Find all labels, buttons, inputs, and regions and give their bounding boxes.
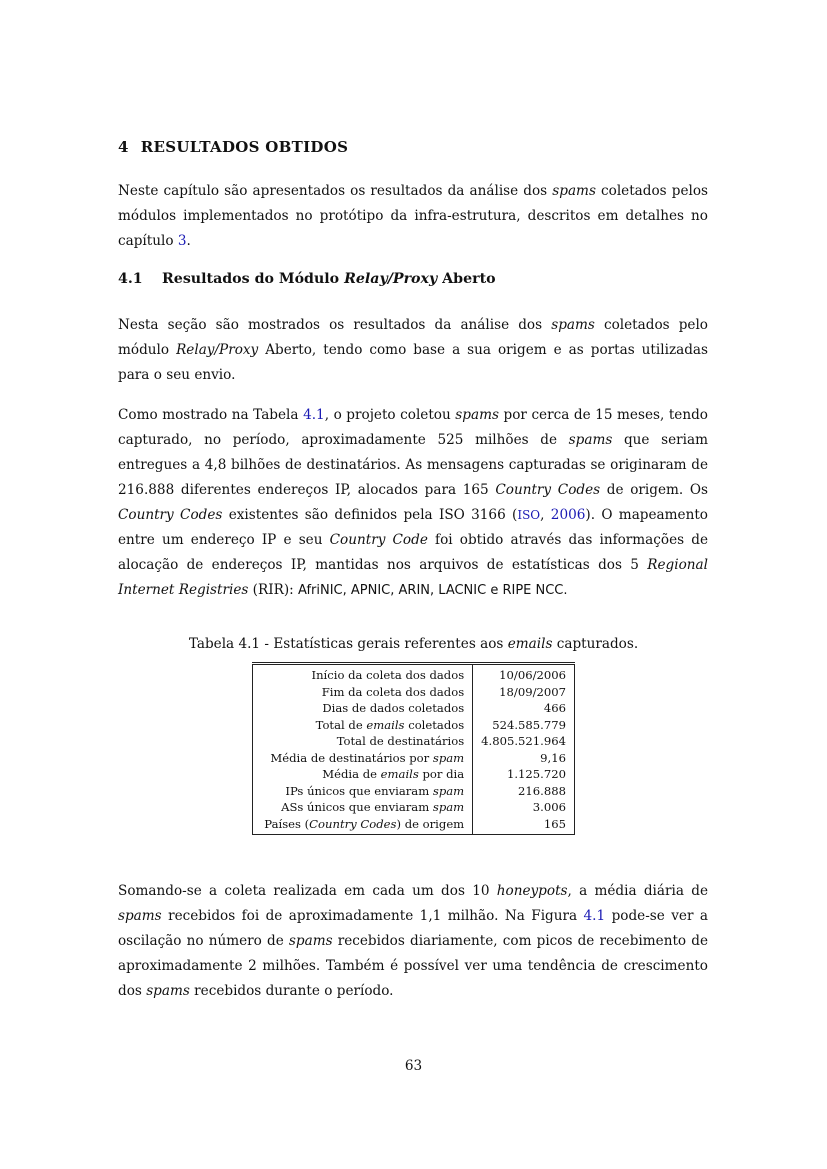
italic-term: Relay/Proxy <box>176 342 259 358</box>
italic-term: spams <box>288 933 333 949</box>
text-span: , o projeto coletou <box>324 407 456 423</box>
label-text: Dias de dados coletados <box>322 701 465 715</box>
caption-text: Tabela 4.1 - Estatísticas gerais referentes aos <box>188 636 508 652</box>
table-cell-value: 18/09/2007 <box>473 684 575 701</box>
label-italic: spam <box>432 783 465 798</box>
table-row <box>253 799 575 816</box>
text-span: . <box>186 233 191 249</box>
italic-term: spams <box>146 983 190 999</box>
text-span: Somando-se a coleta realizada em cada um dos 10 <box>118 883 497 899</box>
table-row <box>253 783 575 800</box>
italic-term: Country Codes <box>118 507 223 523</box>
text-span: existentes são definidos pela ISO 3166 ( <box>222 507 518 523</box>
label-text: ) de origem <box>396 816 465 831</box>
label-text: Países ( <box>264 816 310 831</box>
table-cell-label <box>253 733 473 750</box>
section-heading <box>118 271 708 287</box>
text-span: foi obtido através das informações de alocação de endereços IP, mantidas nos arquivos de estatísticas dos 5 <box>118 532 709 573</box>
italic-term: spams <box>552 183 596 199</box>
text-span: , <box>540 507 551 523</box>
citation-year-link[interactable]: 2006 <box>550 507 586 523</box>
italic-term: Country Code <box>329 532 428 548</box>
label-text: Fim da coleta dos dados <box>321 684 465 699</box>
table-row <box>253 684 575 701</box>
label-italic: spam <box>432 800 465 814</box>
table-cell-label <box>253 816 473 835</box>
statistics-table <box>252 662 575 835</box>
text-span: coletados pelo módulo <box>118 317 708 358</box>
table-row <box>253 766 575 783</box>
text-span: pode-se ver a oscilação no número de <box>118 908 708 949</box>
daily-average-paragraph <box>118 879 708 1004</box>
text-span: Como mostrado na Tabela <box>118 407 304 423</box>
table-reference-link[interactable]: 4.1 <box>303 407 325 423</box>
table-row <box>253 750 575 767</box>
table-cell-value: 466 <box>473 700 575 717</box>
collection-summary-paragraph <box>118 403 708 603</box>
figure-reference-link[interactable]: 4.1 <box>583 908 606 924</box>
table-cell-value: 1.125.720 <box>473 766 575 783</box>
italic-term: honeypots <box>496 883 568 899</box>
section-title-text: Resultados do Módulo <box>162 271 345 287</box>
table-cell-label <box>253 717 473 734</box>
table-row <box>253 816 575 835</box>
intro-paragraph <box>118 179 708 254</box>
label-text: IPs únicos que enviaram <box>285 783 433 798</box>
text-span: recebidos durante o período. <box>189 983 394 999</box>
table-cell-value: 165 <box>473 816 575 835</box>
italic-term: Country Codes <box>495 482 601 498</box>
table-cell-value: 4.805.521.964 <box>473 733 575 750</box>
label-text: Total de <box>315 717 367 732</box>
label-text: ASs únicos que enviaram <box>281 800 433 814</box>
label-text: Média de <box>322 767 381 781</box>
text-span: recebidos foi de aproximadamente 1,1 milhão. Na Figura <box>161 908 584 924</box>
label-italic: emails <box>380 767 419 781</box>
table-cell-value: 9,16 <box>473 750 575 767</box>
label-text: Início da coleta dos dados <box>311 668 465 682</box>
table-cell-value: 10/06/2006 <box>473 665 575 684</box>
text-span: ). O mapeamento entre um endereço IP e seu <box>118 507 708 548</box>
table-cell-label <box>253 783 473 800</box>
label-text: por dia <box>418 767 465 781</box>
label-text: Média de destinatários por <box>270 750 433 765</box>
table-cell-value: 524.585.779 <box>473 717 575 734</box>
italic-term: spams <box>118 908 162 924</box>
table-cell-label <box>253 766 473 783</box>
table-row <box>253 733 575 750</box>
text-span: recebidos diariamente, com picos de recebimento de aproximadamente 2 milhões. Também é possível ver uma tendência de crescimento dos <box>118 933 708 999</box>
label-italic: emails <box>366 717 405 732</box>
label-text: coletados <box>404 717 465 732</box>
section-title-italic: Relay/Proxy <box>344 271 438 287</box>
table-cell-value: 216.888 <box>473 783 575 800</box>
italic-term: spams <box>568 432 613 448</box>
text-span: Neste capítulo são apresentados os resultados da análise dos <box>118 183 553 199</box>
text-span: (RIR): <box>248 582 299 598</box>
chapter-title: RESULTADOS OBTIDOS <box>140 138 349 156</box>
table-row <box>253 700 575 717</box>
text-span: coletados pelos módulos implementados no protótipo da infra-estrutura, descritos em detalhes no capítulo <box>118 183 709 249</box>
rir-list: AfriNIC, APNIC, ARIN, LACNIC e RIPE NCC. <box>298 583 568 598</box>
italic-term: Regional Internet Registries <box>118 557 708 598</box>
chapter-heading <box>118 138 708 156</box>
italic-term: spams <box>551 317 595 333</box>
text-span: que seriam entregues a 4,8 bilhões de destinatários. As mensagens capturadas se originaram de 216.888 diferentes endereços IP, alocados para 165 <box>118 432 708 498</box>
table-caption <box>0 636 827 652</box>
chapter-reference-link[interactable]: 3 <box>177 233 187 249</box>
page-number: 63 <box>404 1058 423 1074</box>
label-italic: spam <box>432 750 465 765</box>
table-cell-label <box>253 799 473 816</box>
text-span: Nesta seção são mostrados os resultados da análise dos <box>118 317 552 333</box>
text-span: por cerca de 15 meses, tendo capturado, no período, aproximadamente 525 milhões de <box>118 407 708 448</box>
caption-italic: emails <box>507 636 553 652</box>
table-row <box>253 717 575 734</box>
section-number: 4.1 <box>118 271 143 287</box>
citation-name-link[interactable]: ISO <box>517 508 541 522</box>
table-cell-value: 3.006 <box>473 799 575 816</box>
table-row <box>253 665 575 684</box>
table-cell-label <box>253 750 473 767</box>
text-span: de origem. Os <box>600 482 708 498</box>
italic-term: spams <box>455 407 499 423</box>
text-span: , a média diária de <box>567 883 708 899</box>
chapter-number: 4 <box>118 138 129 156</box>
table-cell-label <box>253 665 473 684</box>
label-text: Total de destinatários <box>336 734 465 748</box>
section-title-text: Aberto <box>437 271 496 287</box>
section-intro-paragraph <box>118 313 708 388</box>
caption-text: capturados. <box>552 636 639 652</box>
table-cell-label <box>253 700 473 717</box>
text-span: Aberto, tendo como base a sua origem e as portas utilizadas para o seu envio. <box>118 342 708 383</box>
table-cell-label <box>253 684 473 701</box>
statistics-table-grid <box>252 665 575 834</box>
label-italic: Country Codes <box>309 816 397 831</box>
